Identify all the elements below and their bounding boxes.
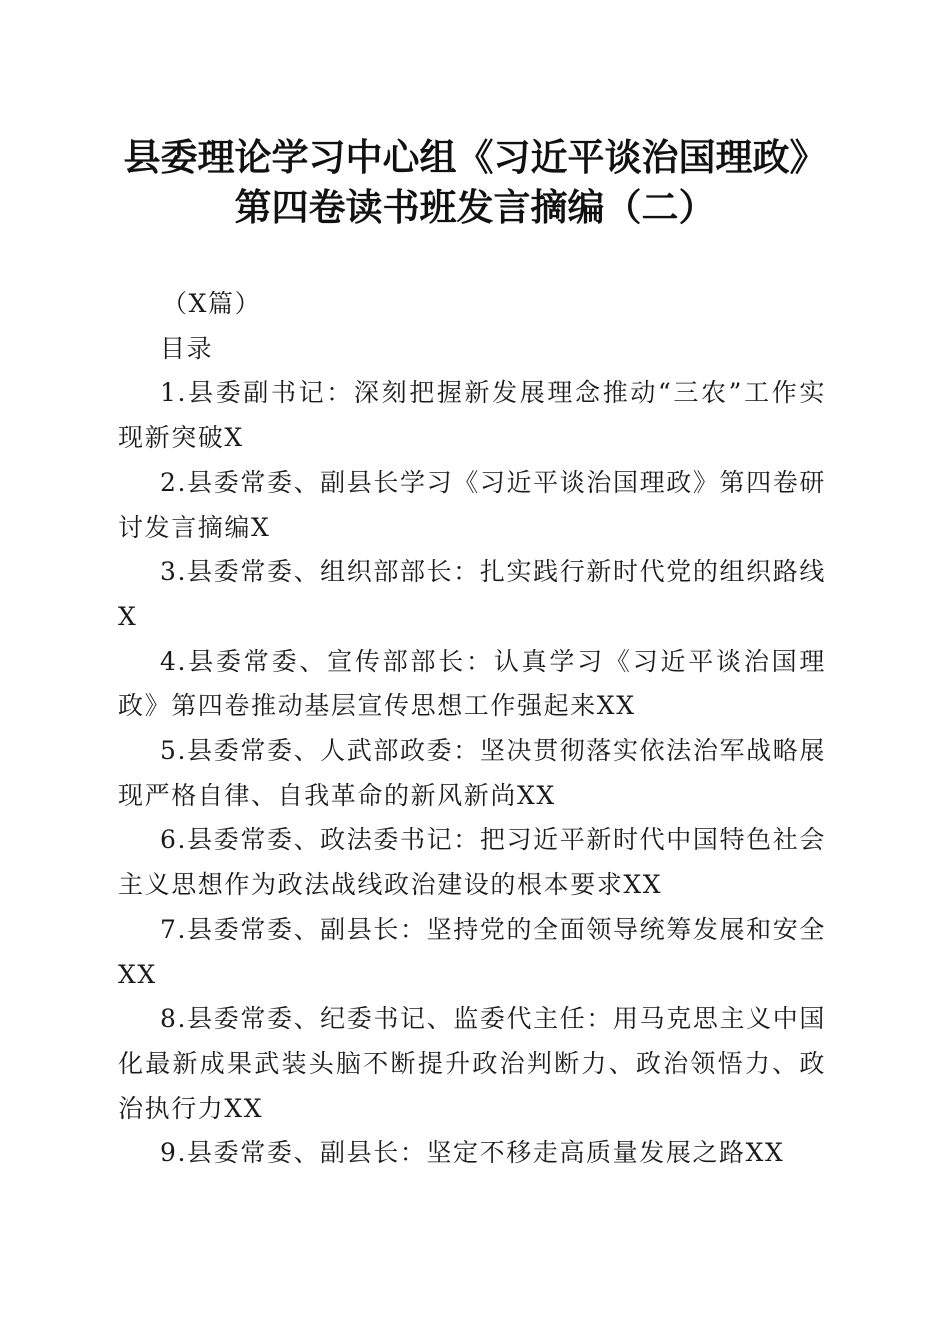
- toc-item: 5.县委常委、人武部政委：坚决贯彻落实依法治军战略展现严格自律、自我革命的新风新尚XX: [118, 736, 826, 810]
- toc-item: 9.县委常委、副县长：坚定不移走高质量发展之路XX: [160, 1138, 785, 1168]
- toc-item: 7.县委常委、副县长：坚持党的全面领导统筹发展和安全XX: [118, 914, 826, 989]
- toc-item: 3.县委常委、组织部部长：扎实践行新时代党的组织路线X: [118, 557, 826, 631]
- document-title: 县委理论学习中心组《习近平谈治国理政》第四卷读书班发言摘编（二）: [123, 135, 827, 229]
- toc-item: 6.县委常委、政法委书记：把习近平新时代中国特色社会主义思想作为政法战线政治建设的根本要求XX: [118, 825, 826, 900]
- document-body: [118, 282, 826, 1176]
- toc-item: 4.县委常委、宣传部部长：认真学习《习近平谈治国理政》第四卷推动基层宣传思想工作强起来XX: [118, 646, 826, 721]
- toc-heading: 目录: [160, 333, 214, 363]
- toc-item: 8.县委常委、纪委书记、监委代主任：用马克思主义中国化最新成果武装头脑不断提升政治判断力、政治领悟力、政治执行力XX: [118, 1004, 826, 1123]
- toc-item: 2.县委常委、副县长学习《习近平谈治国理政》第四卷研讨发言摘编X: [118, 467, 826, 542]
- article-count-note: （X篇）: [162, 289, 262, 318]
- toc-item: 1.县委副书记：深刻把握新发展理念推动“三农”工作实现新突破X: [118, 378, 826, 453]
